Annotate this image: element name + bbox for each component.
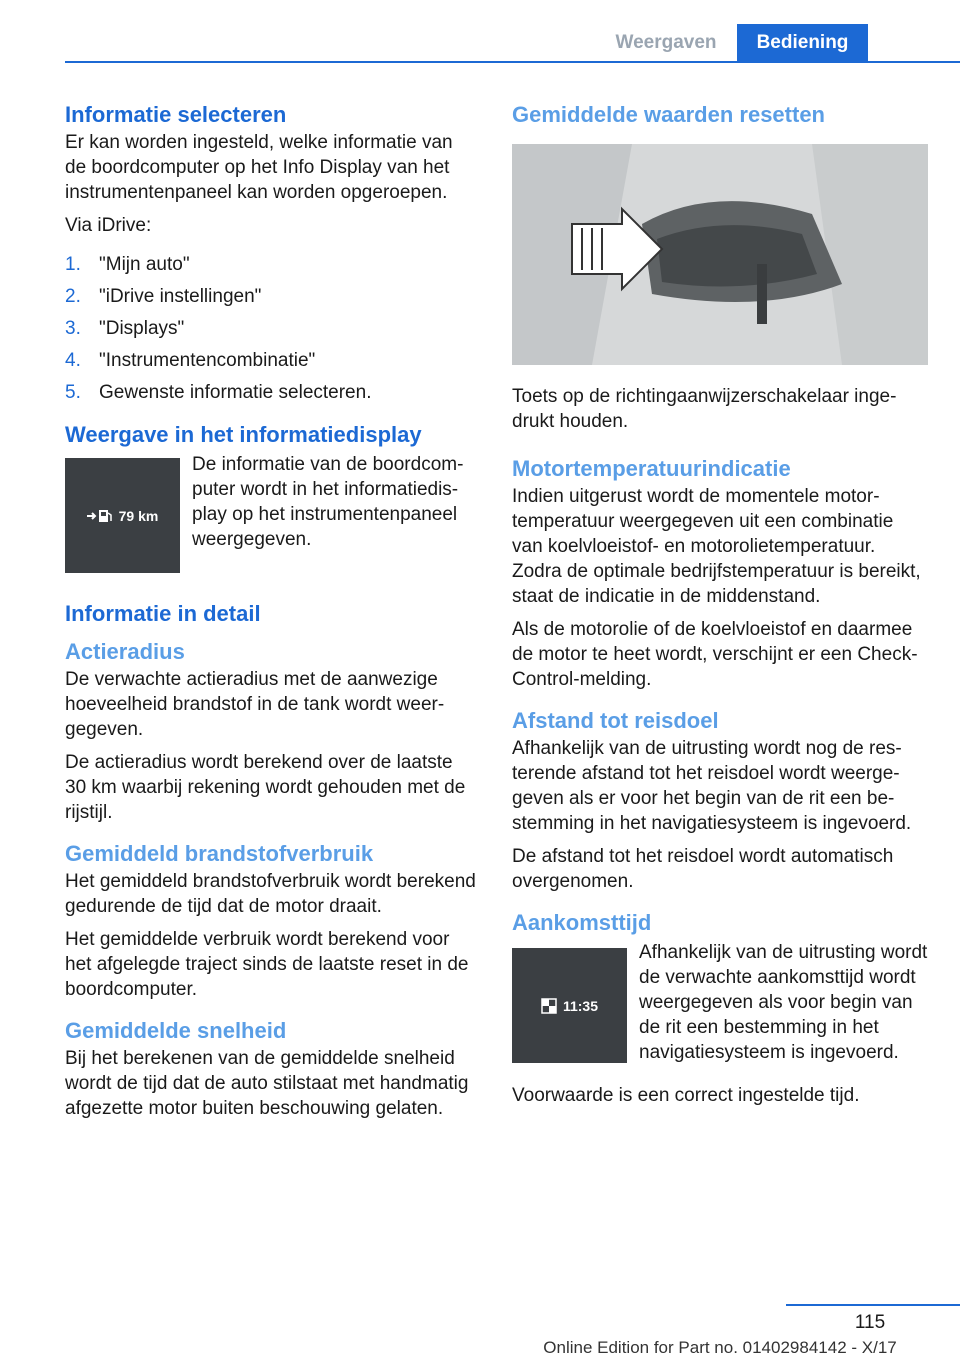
- paragraph-temp-2: Als de motorolie of de koelvloeistof en daarmee de motor te heet wordt, verschijnt er een Check-Control-melding.: [512, 619, 918, 690]
- steps-list: [65, 252, 477, 405]
- header-rule: [65, 61, 960, 63]
- page-number: 115: [854, 1312, 886, 1333]
- heading-informatie-in-detail: Informatie in detail: [65, 601, 261, 626]
- paragraph-arrival-1: Afhankelijk van de uitrusting wordt de verwachte aankomsttijd wordt weergegeven als voor begin van de rit een bestemming in het navigatiesysteem is ingevoerd.: [639, 942, 928, 1063]
- left-column: [65, 100, 477, 1121]
- right-column: [512, 100, 928, 1108]
- paragraph-fuel-2: Het gemiddelde verbruik wordt berekend voor het afgelegde traject sinds de laatste reset in de boordcomputer.: [65, 929, 469, 1000]
- paragraph-speed: Bij het berekenen van de gemiddelde snelheid wordt de tijd dat de auto stilstaat met handmatig afgezette motor buiten beschouwing gelaten.: [65, 1048, 469, 1119]
- range-readout: 79 km: [118, 507, 159, 524]
- range-display-image: [65, 458, 180, 573]
- paragraph-range-1: De verwachte actieradius met de aanwezige hoeveelheid brandstof in de tank wordt weergegeven.: [65, 669, 445, 740]
- heading-aankomsttijd: Aankomsttijd: [512, 910, 652, 935]
- turn-signal-lever-image: [512, 144, 928, 365]
- footer-rule: [786, 1304, 960, 1306]
- arrival-section: [512, 940, 928, 1065]
- heading-gemiddeld-brandstofverbruik: Gemiddeld brandstofverbruik: [65, 841, 374, 866]
- list-item: 4. "Instrumentencombinatie": [65, 350, 316, 371]
- flag-icon: [541, 998, 557, 1014]
- paragraph-temp-1: Indien uitgerust wordt de momentele motortemperatuur weergegeven uit een combinatie van koelvloeistof- en motorolietemperatuur. Zodra de optimale bedrijfstemperatuur is bereikt, staat de indicatie in de middenstand.: [512, 486, 921, 607]
- edition-note: Online Edition for Part no. 01402984142 - X/17: [543, 1338, 897, 1357]
- list-item: 2. "iDrive instellingen": [65, 286, 262, 307]
- arrival-readout: 11:35: [562, 997, 599, 1014]
- list-item: 3. "Displays": [65, 318, 185, 339]
- fuel-range-icon: [87, 509, 113, 523]
- display-section: [65, 450, 477, 579]
- paragraph-select: Er kan worden ingesteld, welke informatie van de boordcomputer op het Info Display van het instrumentenpaneel kan worden opgeroepen.: [65, 132, 453, 203]
- heading-motortemperatuurindicatie: Motortemperatuurindicatie: [512, 456, 791, 481]
- paragraph-arrival-2: Voorwaarde is een correct ingestelde tijd.: [512, 1085, 860, 1106]
- heading-afstand-tot-reisdoel: Afstand tot reisdoel: [512, 708, 719, 733]
- paragraph-reset: Toets op de richtingaanwijzerschakelaar ingedrukt houden.: [512, 386, 897, 432]
- heading-gemiddelde-snelheid: Gemiddelde snelheid: [65, 1018, 287, 1043]
- arrival-display-image: [512, 948, 627, 1063]
- paragraph-dest-2: De afstand tot het reisdoel wordt automatisch overgenomen.: [512, 846, 894, 892]
- heading-weergave-informatiedisplay: Weergave in het informatiedisplay: [65, 422, 422, 447]
- paragraph-via-idrive: Via iDrive:: [65, 215, 152, 236]
- list-item: 1. "Mijn auto": [65, 254, 190, 275]
- tab-weergaven: Weergaven: [615, 32, 717, 53]
- heading-actieradius: Actieradius: [65, 639, 185, 664]
- paragraph-display: De informatie van de boordcomputer wordt in het informatiedisplay op het instrumentenpaneel weergegeven.: [192, 454, 464, 550]
- list-item: 5. Gewenste informatie selecteren.: [65, 382, 372, 403]
- heading-informatie-selecteren: Informatie selecteren: [65, 102, 287, 127]
- paragraph-fuel-1: Het gemiddeld brandstofverbruik wordt berekend gedurende de tijd dat de motor draait.: [65, 871, 476, 917]
- heading-gemiddelde-waarden-resetten: Gemiddelde waarden resetten: [512, 102, 825, 127]
- tab-bediening: Bediening: [737, 24, 868, 62]
- paragraph-dest-1: Afhankelijk van de uitrusting wordt nog de resterende afstand tot het reisdoel wordt weergegeven als er voor het begin van de rit een bestemming in het navigatiesysteem is ingevoerd.: [512, 738, 912, 834]
- paragraph-range-2: De actieradius wordt berekend over de laatste 30 km waarbij rekening wordt gehouden met de rijstijl.: [65, 752, 466, 823]
